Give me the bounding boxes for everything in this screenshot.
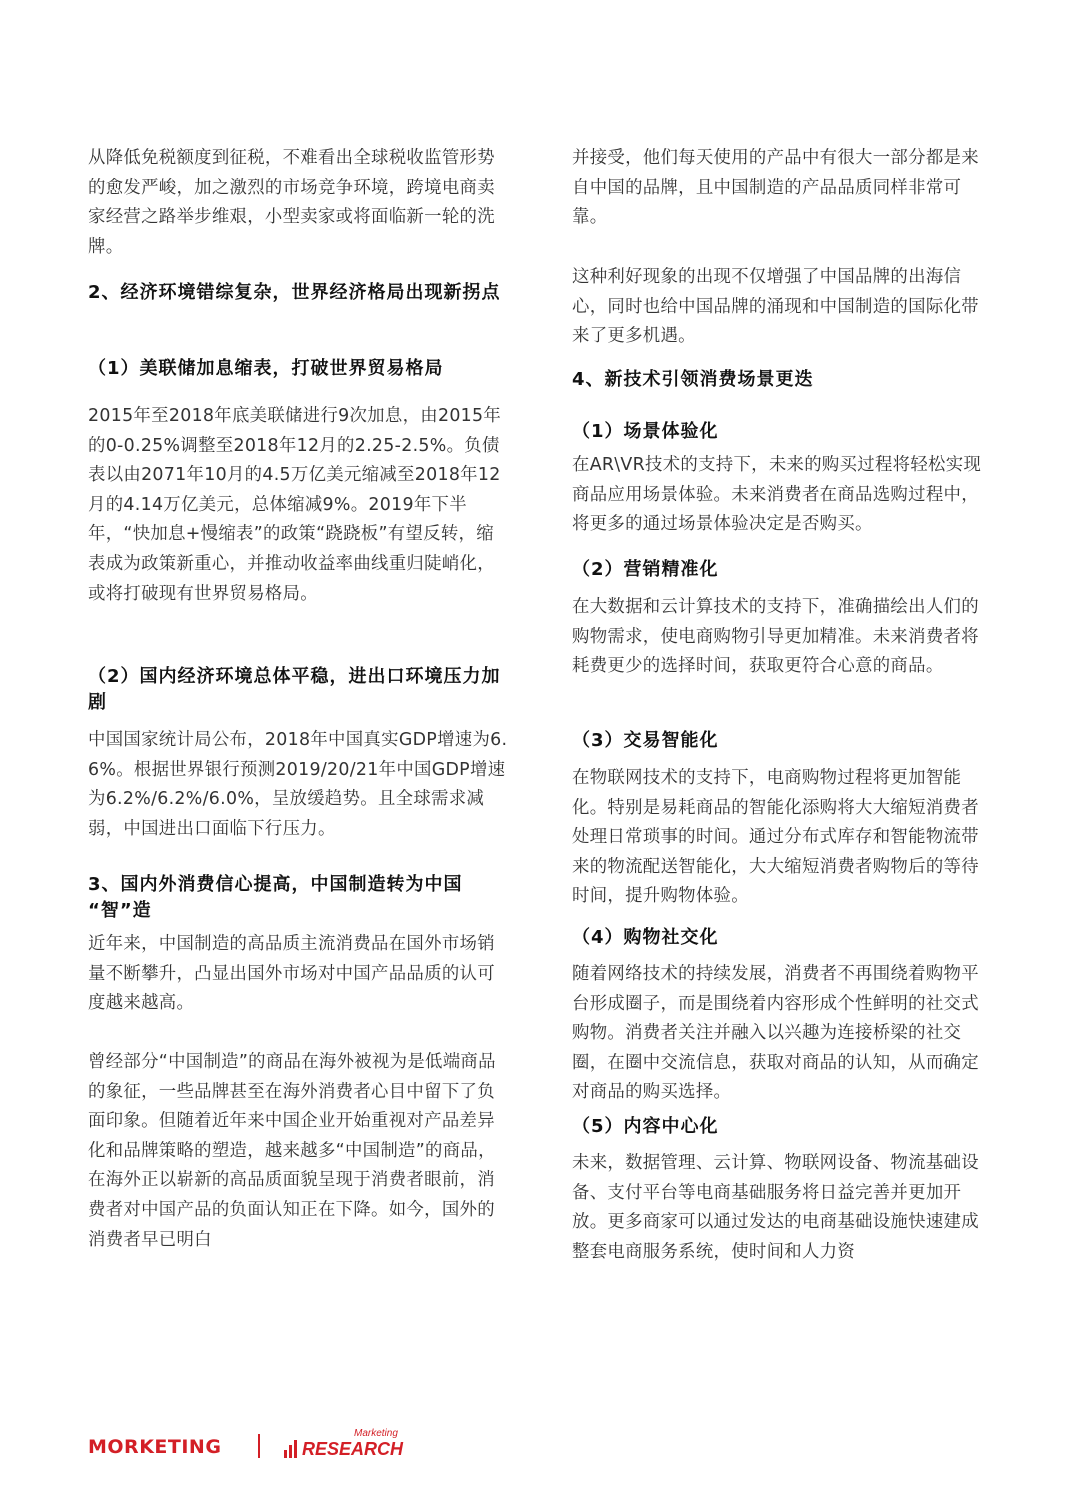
paragraph: 随着网络技术的持续发展，消费者不再围绕着购物平台形成圈子，而是围绕着内容形成个性鲜明的社交式购物。消费者关注并融入以兴趣为连接桥梁的社交圈，在圈中交流信息，获取对商品的认知，从而确定对商品的购买选择。 bbox=[572, 964, 979, 1103]
paragraph: 2015年至2018年底美联储进行9次加息，由2015年的0-0.25%调整至2018年12月的2.25-2.5%。负债表以由2071年10月的4.5万亿美元缩减至2018年12月的4.14万亿美元，总体缩减9%。2019年下半年，“快加息+慢缩表”的政策“跷跷板”有望反转，缩表成为政策新重心，并推动收益率曲线重归陡峭化，或将打破现有世界贸易格局。 bbox=[88, 406, 502, 604]
subsection-heading: （2）国内经济环境总体平稳，进出口环境压力加剧 bbox=[88, 666, 501, 713]
section-heading: 4、新技术引领消费场景更迭 bbox=[572, 369, 814, 390]
morketing-logo: MORKETING bbox=[88, 1436, 222, 1458]
logo-divider bbox=[258, 1434, 260, 1458]
research-logo bbox=[284, 1430, 494, 1464]
section-heading: 3、国内外消费信心提高，中国制造转为中国 “智”造 bbox=[88, 874, 463, 921]
research-logo-small-text: Marketing bbox=[354, 1428, 398, 1439]
paragraph: 未来，数据管理、云计算、物联网设备、物流基础设备、支付平台等电商基础服务将日益完善并更加开放。更多商家可以通过发达的电商基础设施快速建成整套电商服务系统，使时间和人力资 bbox=[572, 1153, 979, 1262]
footer-logos bbox=[88, 1428, 488, 1468]
subsection-heading: （5）内容中心化 bbox=[572, 1116, 719, 1137]
subsection-heading: （2）营销精准化 bbox=[572, 559, 719, 580]
research-logo-text: RESEARCH bbox=[302, 1439, 404, 1459]
paragraph: 中国国家统计局公布，2018年中国真实GDP增速为6.6%。根据世界银行预测2019/20/21年中国GDP增速为6.2%/6.2%/6.0%，呈放缓趋势。且全球需求减弱，中国进出口面临下行压力。 bbox=[88, 730, 508, 839]
subsection-heading: （4）购物社交化 bbox=[572, 927, 719, 948]
paragraph: 曾经部分“中国制造”的商品在海外被视为是低端商品的象征，一些品牌甚至在海外消费者心目中留下了负面印象。但随着近年来中国企业开始重视对产品差异化和品牌策略的塑造，越来越多“中国制造”的商品，在海外正以崭新的高品质面貌呈现于消费者眼前，消费者对中国产品的负面认知正在下降。如今，国外的消费者早已明白 bbox=[88, 1052, 496, 1250]
subsection-heading: （1）美联储加息缩表，打破世界贸易格局 bbox=[88, 358, 444, 379]
paragraph: 近年来，中国制造的高品质主流消费品在国外市场销量不断攀升，凸显出国外市场对中国产品品质的认可度越来越高。 bbox=[88, 934, 495, 1014]
paragraph: 从降低免税额度到征税，不难看出全球税收监管形势的愈发严峻，加之激烈的市场竞争环境，跨境电商卖家经营之路举步维艰，小型卖家或将面临新一轮的洗牌。 bbox=[88, 148, 495, 257]
subsection-heading: （3）交易智能化 bbox=[572, 730, 719, 751]
subsection-heading: （1）场景体验化 bbox=[572, 421, 719, 442]
paragraph: 这种利好现象的出现不仅增强了中国品牌的出海信心，同时也给中国品牌的涌现和中国制造的国际化带来了更多机遇。 bbox=[572, 267, 979, 347]
paragraph: 在大数据和云计算技术的支持下，准确描绘出人们的购物需求，使电商购物引导更加精准。未来消费者将耗费更少的选择时间，获取更符合心意的商品。 bbox=[572, 597, 979, 677]
paragraph: 在AR\VR技术的支持下，未来的购买过程将轻松实现商品应用场景体验。未来消费者在商品选购过程中，将更多的通过场景体验决定是否购买。 bbox=[572, 455, 982, 535]
paragraph: 并接受，他们每天使用的产品中有很大一部分都是来自中国的品牌，且中国制造的产品品质同样非常可靠。 bbox=[572, 148, 979, 228]
paragraph: 在物联网技术的支持下，电商购物过程将更加智能化。特别是易耗商品的智能化添购将大大缩短消费者处理日常琐事的时间。通过分布式库存和智能物流带来的物流配送智能化，大大缩短消费者购物后的等待时间，提升购物体验。 bbox=[572, 768, 979, 907]
bar-chart-icon bbox=[284, 1440, 300, 1458]
section-heading: 2、经济环境错综复杂，世界经济格局出现新拐点 bbox=[88, 282, 501, 303]
